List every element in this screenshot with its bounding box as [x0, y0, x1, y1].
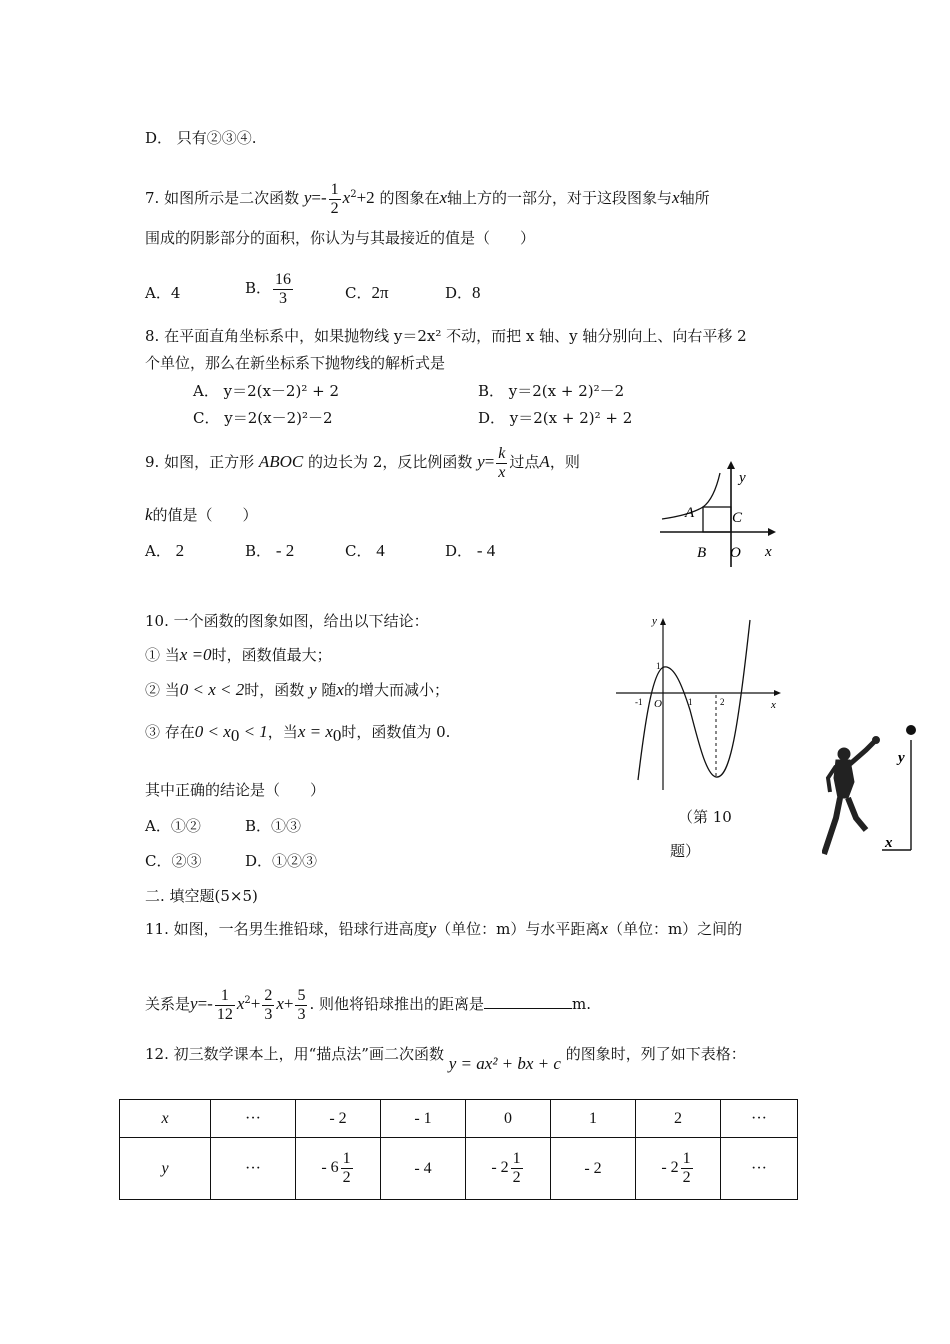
- q11-stem: 11. 如图，一名男生推铅球，铅球行进高度y（单位：m）与水平距离x（单位：m）之间的: [145, 919, 743, 938]
- q9-label-o: O: [730, 545, 741, 561]
- q10-option-c: C．②③: [145, 852, 202, 870]
- table-cell: - 2 $\frac{1}{2}$: [466, 1138, 551, 1200]
- q6-option-d: D． 只有②③④.: [145, 129, 257, 147]
- q9-square: [703, 507, 731, 532]
- q9-option-a: A． 2: [145, 541, 185, 560]
- shot-label-x: x: [885, 835, 893, 851]
- table-cell: y: [120, 1138, 211, 1200]
- table-cell: 0: [466, 1100, 551, 1138]
- q10-label-y: y: [652, 615, 657, 627]
- q10-label-2: 2: [720, 697, 725, 707]
- q10-question: 其中正确的结论是（ ）: [145, 781, 326, 799]
- q11-relation: 关系是y=- $\frac{1}{12}$ $x^2+$ $\frac{2}{3}$ x+ $\frac{5}{3}$ . 则他将铅球推出的距离是 m.: [145, 986, 592, 1023]
- q9-label-a: A: [685, 505, 695, 521]
- q10-conclusion-1: ① 当x =0时，函数值最大；: [145, 645, 332, 664]
- q9-label-x: x: [765, 544, 772, 560]
- q9-option-d: D． - 4: [445, 541, 496, 560]
- q7-option-c: C．2π: [345, 283, 389, 302]
- q12-value-table: [119, 1099, 798, 1200]
- q10-caption-1: （第 10: [678, 808, 732, 826]
- table-cell: - 2: [296, 1100, 381, 1138]
- table-cell: - 2 $\frac{1}{2}$: [636, 1138, 721, 1200]
- q10-figure: [610, 610, 790, 800]
- shot-put-figure: [822, 720, 940, 860]
- q7-option-d: D．8: [445, 283, 481, 302]
- q9-figure: [650, 455, 790, 570]
- q10-x-arrow-icon: [774, 690, 781, 696]
- q10-option-a: A．①②: [145, 817, 201, 835]
- q8-option-d: D． y＝2(x + 2)² + 2: [478, 409, 633, 427]
- q9-option-c: C． 4: [345, 541, 385, 560]
- q10-label-x: x: [771, 699, 776, 711]
- q10-conclusion-3: ③ 存在$0 < x_0 < 1$，当$x = x_0$时，函数值为 0.: [145, 722, 451, 745]
- table-cell: 1: [551, 1100, 636, 1138]
- q9-stem: 9. 如图，正方形 ABOC 的边长为 2，反比例函数 y= $\frac{k}{x}$ 过点A，则: [145, 444, 580, 481]
- q10-option-d: D．①②③: [245, 852, 318, 870]
- q8-stem-line2: 个单位，那么在新坐标系下抛物线的解析式是: [145, 354, 446, 372]
- table-row-y: [120, 1138, 798, 1200]
- athlete-icon: [824, 737, 880, 855]
- q9-option-b: B． - 2: [245, 541, 295, 560]
- q10-label-1y: 1: [656, 661, 661, 671]
- q11-answer-blank[interactable]: [484, 994, 572, 1009]
- table-cell: - 6 $\frac{1}{2}$: [296, 1138, 381, 1200]
- q8-option-c: C． y＝2(x－2)²－2: [193, 409, 333, 427]
- q10-caption-2: 题）: [670, 842, 701, 860]
- table-cell: - 2: [551, 1138, 636, 1200]
- q10-option-b: B．①③: [245, 817, 302, 835]
- q10-label-o: O: [654, 698, 662, 710]
- shot-ball-icon: [906, 725, 916, 735]
- table-cell: ···: [721, 1138, 798, 1200]
- q9-label-y: y: [739, 470, 746, 486]
- q10-y-arrow-icon: [660, 618, 666, 625]
- q9-label-c: C: [732, 510, 743, 526]
- table-cell: ···: [211, 1100, 296, 1138]
- q7-option-b: B． $\frac{16}{3}$: [245, 270, 292, 307]
- q7-stem: 7. 如图所示是二次函数 y=- $\frac{1}{2}$ $x^2+2$ 的图象在x轴上方的一部分，对于这段图象与x轴所: [145, 180, 710, 217]
- q8-stem: 8. 在平面直角坐标系中，如果抛物线 y＝2x² 不动，而把 x 轴、y 轴分别向上、向右平移 2: [145, 327, 747, 345]
- table-cell: 2: [636, 1100, 721, 1138]
- shot-label-y: y: [898, 750, 905, 766]
- q9-label-b: B: [697, 545, 707, 561]
- table-cell: ···: [721, 1100, 798, 1138]
- q7-fraction: $\frac{1}{2}$: [330, 180, 339, 217]
- q10-conclusion-2: ② 当0 < x < 2时，函数 y 随x的增大而减小；: [145, 680, 449, 699]
- q10-label-1x: 1: [688, 697, 693, 707]
- q8-option-b: B． y＝2(x + 2)²－2: [478, 382, 625, 400]
- q12-formula: y = ax² + bx + c: [448, 1054, 561, 1073]
- table-cell: - 4: [381, 1138, 466, 1200]
- q10-label-m1: -1: [635, 697, 643, 707]
- q9-stem-line2: k的值是（ ）: [145, 505, 258, 524]
- table-row-x: [120, 1100, 798, 1138]
- q9-y-arrow-icon: [727, 461, 735, 469]
- section2-title: 二. 填空题(5×5): [145, 887, 258, 905]
- q7-option-a: A．4: [145, 284, 181, 302]
- table-cell: - 1: [381, 1100, 466, 1138]
- table-cell: x: [120, 1100, 211, 1138]
- q12-stem: 12. 初三数学课本上，用“描点法”画二次函数 y = ax² + bx + c 的图象时，列了如下表格：: [145, 1045, 746, 1073]
- q8-option-a: A． y＝2(x－2)² + 2: [193, 382, 339, 400]
- q9-x-arrow-icon: [768, 528, 776, 536]
- table-cell: ···: [211, 1138, 296, 1200]
- q10-stem: 10. 一个函数的图象如图，给出以下结论：: [145, 612, 429, 630]
- q7-stem-line2: 围成的阴影部分的面积，你认为与其最接近的值是（ ）: [145, 229, 536, 247]
